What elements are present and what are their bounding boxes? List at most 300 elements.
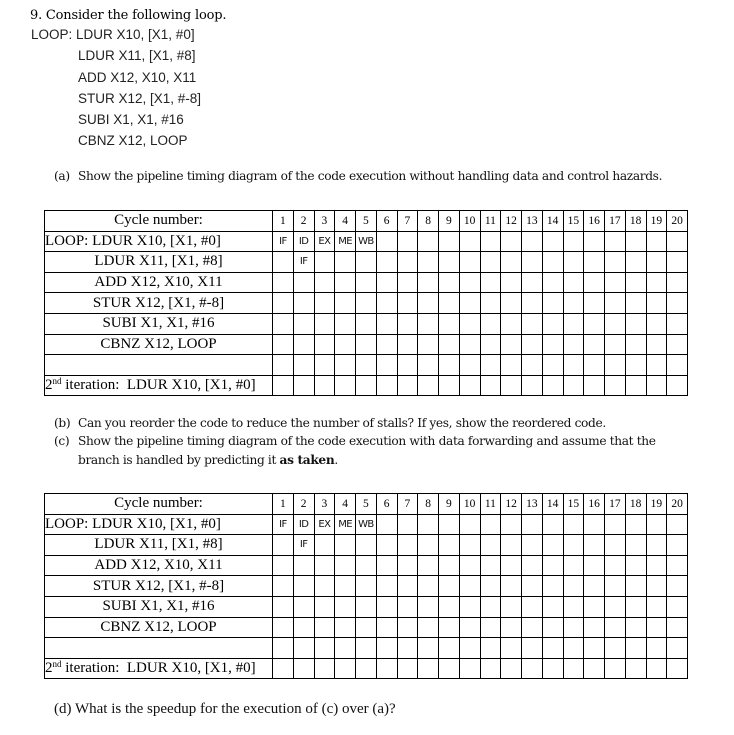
stage-cell[interactable]: [356, 355, 377, 376]
stage-cell[interactable]: [501, 638, 522, 659]
stage-cell[interactable]: [522, 313, 543, 334]
stage-cell[interactable]: [273, 555, 294, 576]
stage-cell[interactable]: [397, 535, 418, 556]
stage-cell[interactable]: [376, 252, 397, 273]
stage-cell[interactable]: [646, 617, 667, 638]
stage-cell[interactable]: [625, 313, 646, 334]
stage-cell[interactable]: [667, 535, 688, 556]
stage-cell[interactable]: [439, 355, 460, 376]
stage-cell[interactable]: [625, 355, 646, 376]
stage-cell[interactable]: [625, 596, 646, 617]
stage-cell[interactable]: [563, 334, 584, 355]
stage-cell[interactable]: [605, 617, 626, 638]
stage-cell[interactable]: [605, 658, 626, 679]
stage-cell[interactable]: [667, 272, 688, 293]
stage-cell[interactable]: [314, 596, 335, 617]
stage-cell[interactable]: [293, 596, 314, 617]
stage-cell[interactable]: [501, 252, 522, 273]
stage-cell[interactable]: [293, 293, 314, 314]
stage-cell[interactable]: [584, 514, 605, 535]
stage-cell[interactable]: [418, 375, 439, 396]
stage-cell[interactable]: [584, 272, 605, 293]
stage-cell[interactable]: [459, 514, 480, 535]
stage-cell[interactable]: [605, 355, 626, 376]
stage-cell[interactable]: [605, 514, 626, 535]
stage-cell[interactable]: [439, 252, 460, 273]
stage-cell[interactable]: [356, 658, 377, 679]
stage-cell[interactable]: [439, 375, 460, 396]
stage-cell[interactable]: [563, 535, 584, 556]
stage-cell[interactable]: [625, 252, 646, 273]
stage-cell[interactable]: [646, 375, 667, 396]
stage-cell[interactable]: [335, 596, 356, 617]
stage-cell[interactable]: [356, 293, 377, 314]
stage-cell[interactable]: [356, 555, 377, 576]
stage-cell[interactable]: [646, 535, 667, 556]
stage-cell[interactable]: [667, 252, 688, 273]
stage-cell[interactable]: [293, 313, 314, 334]
stage-cell[interactable]: ID: [293, 514, 314, 535]
stage-cell[interactable]: [459, 638, 480, 659]
stage-cell[interactable]: [522, 334, 543, 355]
stage-cell[interactable]: [459, 313, 480, 334]
stage-cell[interactable]: [646, 596, 667, 617]
stage-cell[interactable]: ME: [335, 514, 356, 535]
stage-cell[interactable]: [314, 576, 335, 597]
stage-cell[interactable]: [584, 535, 605, 556]
stage-cell[interactable]: [418, 596, 439, 617]
stage-cell[interactable]: [625, 576, 646, 597]
stage-cell[interactable]: [335, 576, 356, 597]
stage-cell[interactable]: [522, 272, 543, 293]
stage-cell[interactable]: [522, 375, 543, 396]
stage-cell[interactable]: [397, 555, 418, 576]
stage-cell[interactable]: [501, 555, 522, 576]
stage-cell[interactable]: [397, 375, 418, 396]
stage-cell[interactable]: [314, 555, 335, 576]
stage-cell[interactable]: [563, 617, 584, 638]
stage-cell[interactable]: [605, 293, 626, 314]
stage-cell[interactable]: [273, 596, 294, 617]
stage-cell[interactable]: [501, 617, 522, 638]
stage-cell[interactable]: [293, 334, 314, 355]
stage-cell[interactable]: [501, 535, 522, 556]
stage-cell[interactable]: [273, 658, 294, 679]
stage-cell[interactable]: [542, 617, 563, 638]
stage-cell[interactable]: [397, 617, 418, 638]
stage-cell[interactable]: [273, 272, 294, 293]
stage-cell[interactable]: [522, 252, 543, 273]
stage-cell[interactable]: [522, 617, 543, 638]
stage-cell[interactable]: [480, 272, 501, 293]
stage-cell[interactable]: [542, 313, 563, 334]
stage-cell[interactable]: [293, 555, 314, 576]
stage-cell[interactable]: [314, 293, 335, 314]
stage-cell[interactable]: [480, 617, 501, 638]
stage-cell[interactable]: [314, 638, 335, 659]
stage-cell[interactable]: [376, 535, 397, 556]
stage-cell[interactable]: [335, 252, 356, 273]
stage-cell[interactable]: [667, 555, 688, 576]
stage-cell[interactable]: [584, 293, 605, 314]
stage-cell[interactable]: [376, 272, 397, 293]
stage-cell[interactable]: [522, 293, 543, 314]
stage-cell[interactable]: [439, 293, 460, 314]
stage-cell[interactable]: [293, 658, 314, 679]
stage-cell[interactable]: [646, 272, 667, 293]
stage-cell[interactable]: [356, 638, 377, 659]
stage-cell[interactable]: [480, 293, 501, 314]
stage-cell[interactable]: [542, 334, 563, 355]
stage-cell[interactable]: [625, 514, 646, 535]
stage-cell[interactable]: [522, 555, 543, 576]
stage-cell[interactable]: IF: [273, 514, 294, 535]
stage-cell[interactable]: [335, 658, 356, 679]
stage-cell[interactable]: [314, 535, 335, 556]
stage-cell[interactable]: [397, 658, 418, 679]
stage-cell[interactable]: [542, 231, 563, 252]
stage-cell[interactable]: [542, 596, 563, 617]
stage-cell[interactable]: [314, 355, 335, 376]
stage-cell[interactable]: [356, 596, 377, 617]
stage-cell[interactable]: [542, 355, 563, 376]
stage-cell[interactable]: [501, 596, 522, 617]
stage-cell[interactable]: [376, 617, 397, 638]
stage-cell[interactable]: [376, 293, 397, 314]
stage-cell[interactable]: [667, 293, 688, 314]
stage-cell[interactable]: [459, 658, 480, 679]
stage-cell[interactable]: [314, 375, 335, 396]
stage-cell[interactable]: [605, 334, 626, 355]
stage-cell[interactable]: [480, 514, 501, 535]
stage-cell[interactable]: [646, 658, 667, 679]
stage-cell[interactable]: [542, 375, 563, 396]
stage-cell[interactable]: [584, 375, 605, 396]
stage-cell[interactable]: [418, 272, 439, 293]
stage-cell[interactable]: [335, 535, 356, 556]
stage-cell[interactable]: ID: [293, 231, 314, 252]
stage-cell[interactable]: [418, 231, 439, 252]
stage-cell[interactable]: [376, 313, 397, 334]
stage-cell[interactable]: [542, 576, 563, 597]
stage-cell[interactable]: EX: [314, 514, 335, 535]
stage-cell[interactable]: [397, 596, 418, 617]
stage-cell[interactable]: [605, 576, 626, 597]
stage-cell[interactable]: [480, 313, 501, 334]
stage-cell[interactable]: [480, 334, 501, 355]
stage-cell[interactable]: [584, 638, 605, 659]
stage-cell[interactable]: [542, 638, 563, 659]
stage-cell[interactable]: [542, 252, 563, 273]
stage-cell[interactable]: [459, 535, 480, 556]
stage-cell[interactable]: [439, 617, 460, 638]
stage-cell[interactable]: [563, 576, 584, 597]
stage-cell[interactable]: [273, 313, 294, 334]
stage-cell[interactable]: [501, 313, 522, 334]
stage-cell[interactable]: [646, 355, 667, 376]
stage-cell[interactable]: [397, 252, 418, 273]
stage-cell[interactable]: [335, 313, 356, 334]
stage-cell[interactable]: [418, 555, 439, 576]
stage-cell[interactable]: [418, 355, 439, 376]
stage-cell[interactable]: [625, 658, 646, 679]
stage-cell[interactable]: [625, 293, 646, 314]
stage-cell[interactable]: [563, 658, 584, 679]
stage-cell[interactable]: [418, 638, 439, 659]
stage-cell[interactable]: [584, 596, 605, 617]
stage-cell[interactable]: [376, 514, 397, 535]
stage-cell[interactable]: [335, 293, 356, 314]
stage-cell[interactable]: [439, 658, 460, 679]
stage-cell[interactable]: [605, 535, 626, 556]
stage-cell[interactable]: [584, 252, 605, 273]
stage-cell[interactable]: [605, 231, 626, 252]
stage-cell[interactable]: [584, 313, 605, 334]
stage-cell[interactable]: [314, 272, 335, 293]
stage-cell[interactable]: [646, 252, 667, 273]
stage-cell[interactable]: [522, 355, 543, 376]
stage-cell[interactable]: [501, 293, 522, 314]
stage-cell[interactable]: [584, 658, 605, 679]
stage-cell[interactable]: [397, 272, 418, 293]
stage-cell[interactable]: [356, 334, 377, 355]
stage-cell[interactable]: [314, 658, 335, 679]
stage-cell[interactable]: [501, 514, 522, 535]
stage-cell[interactable]: [501, 231, 522, 252]
stage-cell[interactable]: [646, 555, 667, 576]
stage-cell[interactable]: [605, 596, 626, 617]
stage-cell[interactable]: [584, 334, 605, 355]
stage-cell[interactable]: [646, 638, 667, 659]
stage-cell[interactable]: [439, 638, 460, 659]
stage-cell[interactable]: [667, 231, 688, 252]
stage-cell[interactable]: [397, 355, 418, 376]
stage-cell[interactable]: [459, 375, 480, 396]
stage-cell[interactable]: [563, 514, 584, 535]
stage-cell[interactable]: [376, 576, 397, 597]
stage-cell[interactable]: [397, 313, 418, 334]
stage-cell[interactable]: [376, 375, 397, 396]
stage-cell[interactable]: [356, 252, 377, 273]
stage-cell[interactable]: [459, 355, 480, 376]
stage-cell[interactable]: [563, 638, 584, 659]
stage-cell[interactable]: [625, 617, 646, 638]
stage-cell[interactable]: [605, 272, 626, 293]
stage-cell[interactable]: [439, 535, 460, 556]
stage-cell[interactable]: [480, 535, 501, 556]
stage-cell[interactable]: [356, 272, 377, 293]
stage-cell[interactable]: [480, 231, 501, 252]
stage-cell[interactable]: [542, 293, 563, 314]
stage-cell[interactable]: [646, 334, 667, 355]
stage-cell[interactable]: [563, 252, 584, 273]
stage-cell[interactable]: [418, 252, 439, 273]
stage-cell[interactable]: WB: [356, 231, 377, 252]
stage-cell[interactable]: [335, 375, 356, 396]
stage-cell[interactable]: [397, 576, 418, 597]
stage-cell[interactable]: [418, 514, 439, 535]
stage-cell[interactable]: IF: [293, 252, 314, 273]
stage-cell[interactable]: [459, 293, 480, 314]
stage-cell[interactable]: [584, 576, 605, 597]
stage-cell[interactable]: [439, 313, 460, 334]
stage-cell[interactable]: [335, 355, 356, 376]
stage-cell[interactable]: [293, 375, 314, 396]
stage-cell[interactable]: [314, 252, 335, 273]
stage-cell[interactable]: [356, 617, 377, 638]
stage-cell[interactable]: [335, 555, 356, 576]
stage-cell[interactable]: [625, 375, 646, 396]
stage-cell[interactable]: [625, 334, 646, 355]
stage-cell[interactable]: [439, 576, 460, 597]
stage-cell[interactable]: [605, 375, 626, 396]
stage-cell[interactable]: [376, 231, 397, 252]
stage-cell[interactable]: [439, 596, 460, 617]
stage-cell[interactable]: [542, 658, 563, 679]
stage-cell[interactable]: [273, 334, 294, 355]
stage-cell[interactable]: [667, 638, 688, 659]
stage-cell[interactable]: [397, 231, 418, 252]
stage-cell[interactable]: [439, 514, 460, 535]
stage-cell[interactable]: [522, 231, 543, 252]
stage-cell[interactable]: [273, 293, 294, 314]
stage-cell[interactable]: [480, 658, 501, 679]
stage-cell[interactable]: [335, 638, 356, 659]
stage-cell[interactable]: [563, 555, 584, 576]
stage-cell[interactable]: [625, 272, 646, 293]
stage-cell[interactable]: [459, 334, 480, 355]
stage-cell[interactable]: [293, 272, 314, 293]
stage-cell[interactable]: [480, 638, 501, 659]
stage-cell[interactable]: [584, 555, 605, 576]
stage-cell[interactable]: [418, 334, 439, 355]
stage-cell[interactable]: [646, 231, 667, 252]
stage-cell[interactable]: [625, 535, 646, 556]
stage-cell[interactable]: [356, 313, 377, 334]
stage-cell[interactable]: [397, 293, 418, 314]
stage-cell[interactable]: EX: [314, 231, 335, 252]
stage-cell[interactable]: [667, 355, 688, 376]
stage-cell[interactable]: [314, 617, 335, 638]
stage-cell[interactable]: [439, 272, 460, 293]
stage-cell[interactable]: [563, 272, 584, 293]
stage-cell[interactable]: [667, 334, 688, 355]
stage-cell[interactable]: [667, 658, 688, 679]
stage-cell[interactable]: IF: [273, 231, 294, 252]
stage-cell[interactable]: [667, 617, 688, 638]
stage-cell[interactable]: [563, 293, 584, 314]
stage-cell[interactable]: [459, 576, 480, 597]
stage-cell[interactable]: [542, 555, 563, 576]
stage-cell[interactable]: [376, 334, 397, 355]
stage-cell[interactable]: [480, 375, 501, 396]
stage-cell[interactable]: [356, 576, 377, 597]
stage-cell[interactable]: [418, 617, 439, 638]
stage-cell[interactable]: ME: [335, 231, 356, 252]
stage-cell[interactable]: [376, 638, 397, 659]
stage-cell[interactable]: [605, 313, 626, 334]
stage-cell[interactable]: [273, 535, 294, 556]
stage-cell[interactable]: [563, 231, 584, 252]
stage-cell[interactable]: [273, 252, 294, 273]
stage-cell[interactable]: [563, 355, 584, 376]
stage-cell[interactable]: [646, 313, 667, 334]
stage-cell[interactable]: [335, 334, 356, 355]
stage-cell[interactable]: [293, 638, 314, 659]
stage-cell[interactable]: [459, 596, 480, 617]
stage-cell[interactable]: [356, 535, 377, 556]
stage-cell[interactable]: [584, 617, 605, 638]
stage-cell[interactable]: [605, 252, 626, 273]
stage-cell[interactable]: [293, 576, 314, 597]
stage-cell[interactable]: [273, 375, 294, 396]
stage-cell[interactable]: [522, 514, 543, 535]
stage-cell[interactable]: [439, 231, 460, 252]
stage-cell[interactable]: [459, 252, 480, 273]
stage-cell[interactable]: [459, 231, 480, 252]
stage-cell[interactable]: [563, 596, 584, 617]
stage-cell[interactable]: [480, 252, 501, 273]
stage-cell[interactable]: [667, 375, 688, 396]
stage-cell[interactable]: [625, 231, 646, 252]
stage-cell[interactable]: [667, 514, 688, 535]
stage-cell[interactable]: [625, 638, 646, 659]
stage-cell[interactable]: IF: [293, 535, 314, 556]
stage-cell[interactable]: [480, 555, 501, 576]
stage-cell[interactable]: [273, 355, 294, 376]
stage-cell[interactable]: [522, 658, 543, 679]
stage-cell[interactable]: [584, 231, 605, 252]
stage-cell[interactable]: [459, 555, 480, 576]
stage-cell[interactable]: [418, 293, 439, 314]
stage-cell[interactable]: [542, 535, 563, 556]
stage-cell[interactable]: [542, 514, 563, 535]
stage-cell[interactable]: [563, 313, 584, 334]
stage-cell[interactable]: [459, 617, 480, 638]
stage-cell[interactable]: [646, 576, 667, 597]
stage-cell[interactable]: [356, 375, 377, 396]
stage-cell[interactable]: [501, 355, 522, 376]
stage-cell[interactable]: [397, 514, 418, 535]
stage-cell[interactable]: [376, 596, 397, 617]
stage-cell[interactable]: [273, 617, 294, 638]
stage-cell[interactable]: [418, 535, 439, 556]
stage-cell[interactable]: [418, 576, 439, 597]
stage-cell[interactable]: [501, 576, 522, 597]
stage-cell[interactable]: [418, 313, 439, 334]
stage-cell[interactable]: [273, 576, 294, 597]
stage-cell[interactable]: [646, 514, 667, 535]
stage-cell[interactable]: [501, 272, 522, 293]
stage-cell[interactable]: [397, 334, 418, 355]
stage-cell[interactable]: [293, 617, 314, 638]
stage-cell[interactable]: [522, 596, 543, 617]
stage-cell[interactable]: [335, 617, 356, 638]
stage-cell[interactable]: [397, 638, 418, 659]
stage-cell[interactable]: [376, 658, 397, 679]
stage-cell[interactable]: [501, 334, 522, 355]
stage-cell[interactable]: [376, 555, 397, 576]
stage-cell[interactable]: [522, 535, 543, 556]
stage-cell[interactable]: [522, 638, 543, 659]
stage-cell[interactable]: [439, 555, 460, 576]
stage-cell[interactable]: [584, 355, 605, 376]
stage-cell[interactable]: [542, 272, 563, 293]
stage-cell[interactable]: [314, 334, 335, 355]
stage-cell[interactable]: [293, 355, 314, 376]
stage-cell[interactable]: [625, 555, 646, 576]
stage-cell[interactable]: [522, 576, 543, 597]
